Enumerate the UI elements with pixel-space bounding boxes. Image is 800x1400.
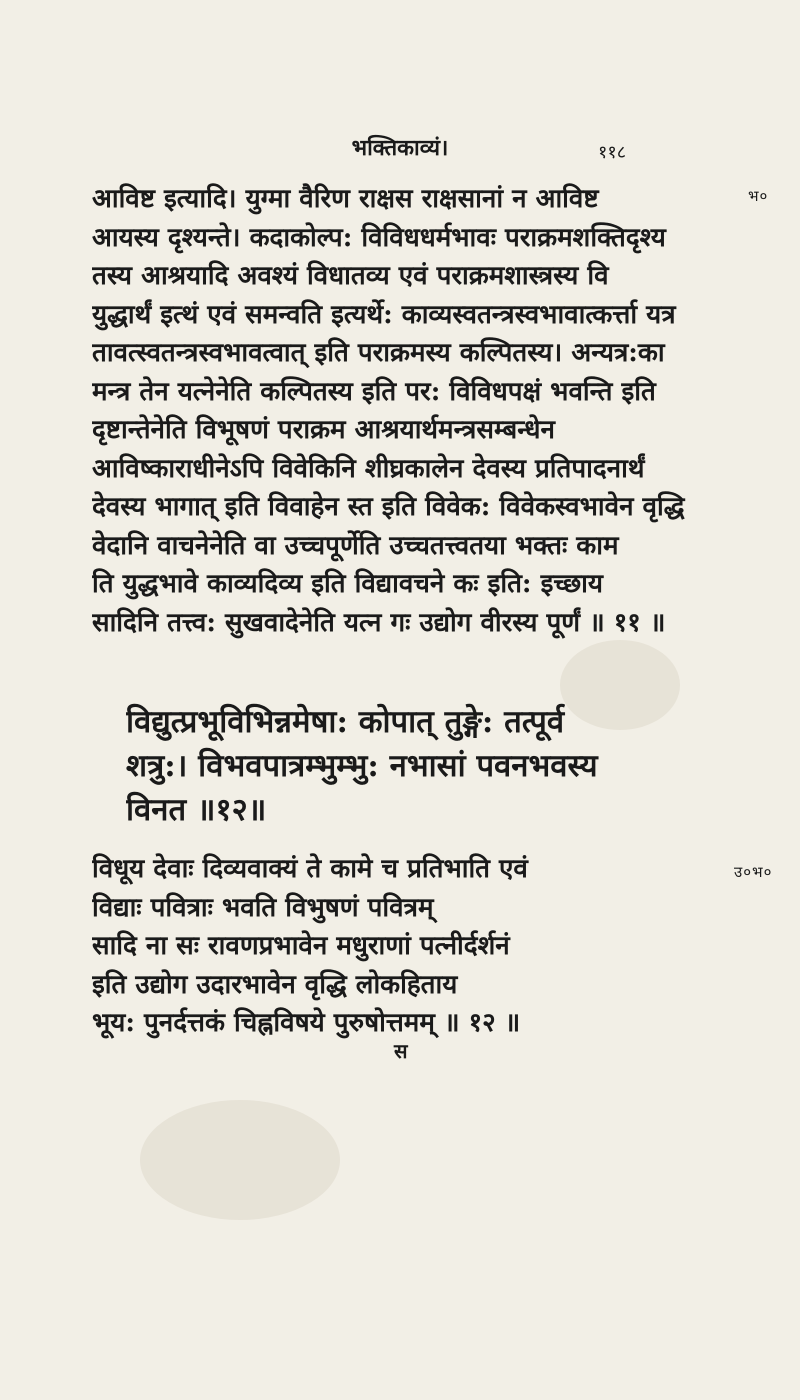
- text-line: आविष्काराधीनेऽपि विवेकिनि शीघ्रकालेन देवस्य प्रतिपादनार्थं: [92, 453, 645, 484]
- page-header: [0, 132, 800, 172]
- catchword: स: [394, 1039, 408, 1063]
- text-line: विद्याः पवित्राः भवति विभुषणं पवित्रम्: [92, 892, 434, 923]
- text-line: आविष्ट इत्यादि। युग्मा वैरिण राक्षस राक्षसानां न आविष्ट: [92, 184, 599, 214]
- text-line: मन्त्र तेन यत्नेनेति कल्पितस्य इति पर: विविधपक्षं भवन्ति इति: [92, 376, 656, 407]
- text-line: सादिनि तत्त्व: सुखवादेनेति यत्न गः उद्योग वीरस्य पूर्णं ॥ ११ ॥: [92, 607, 666, 638]
- margin-reference: उ०भ०: [734, 863, 773, 881]
- verse-line: शत्रु:। विभवपात्रम्भुम्भु: नभासां पवनभवस्य: [126, 748, 598, 784]
- text-line: विधूय देवाः दिव्यवाक्यं ते कामे च प्रतिभाति एवं: [92, 854, 528, 884]
- text-line: तावत्स्वतन्त्रस्वभावत्वात् इति पराक्रमस्य कल्पितस्य। अन्यत्र:का: [92, 338, 665, 368]
- page-number: ११८: [598, 142, 627, 163]
- text-line: इति उद्योग उदारभावेन वृद्धि लोकहिताय: [92, 969, 458, 1000]
- text-line: आयस्य दृश्यन्ते। कदाकोल्प: विविधधर्मभावः पराक्रमशक्तिदृश्य: [92, 222, 666, 253]
- verse-line: विनत ॥१२॥: [126, 792, 267, 828]
- commentary-paragraph: [92, 180, 772, 642]
- verse-line: विद्युत्प्रभूविभिन्नमेषा: कोपात् तुङ्गे: तत्पूर्व: [126, 704, 565, 740]
- paper-stain: [140, 1100, 340, 1220]
- text-line: देवस्य भागात् इति विवाहेन स्त इति विवेक: विवेकस्वभावेन वृद्धि: [92, 492, 685, 522]
- text-line: सादि ना सः रावणप्रभावेन मधुराणां पत्नीर्दर्शनं: [92, 931, 510, 961]
- text-line: ति युद्धभावे काव्यदिव्य इति विद्यावचने कः इति: इच्छाय: [92, 569, 603, 599]
- running-title: भक्तिकाव्यं।: [351, 135, 449, 161]
- text-line: युद्धार्थं इत्थं एवं समन्वति इत्यर्थे: काव्यस्वतन्त्रस्वभावात्कर्त्ता यत्र: [92, 299, 676, 330]
- verse-block: [126, 700, 726, 832]
- text-line: वेदानि वाचनेनेति वा उच्चपूर्णेति उच्चतत्त्वतया भक्तः काम: [92, 530, 619, 561]
- margin-reference: भ०: [748, 187, 769, 205]
- text-line: दृष्टान्तेनेति विभूषणं पराक्रम आश्रयार्थमन्त्रसम्बन्धेन: [92, 415, 555, 445]
- text-line: भूय: पुनर्दत्तकं चिह्नविषये पुरुषोत्तमम् ॥ १२ ॥: [92, 1008, 521, 1038]
- commentary-paragraph: [92, 850, 772, 1043]
- text-line: तस्य आश्रयादि अवश्यं विधातव्य एवं पराक्रमशास्त्रस्य वि: [92, 261, 609, 291]
